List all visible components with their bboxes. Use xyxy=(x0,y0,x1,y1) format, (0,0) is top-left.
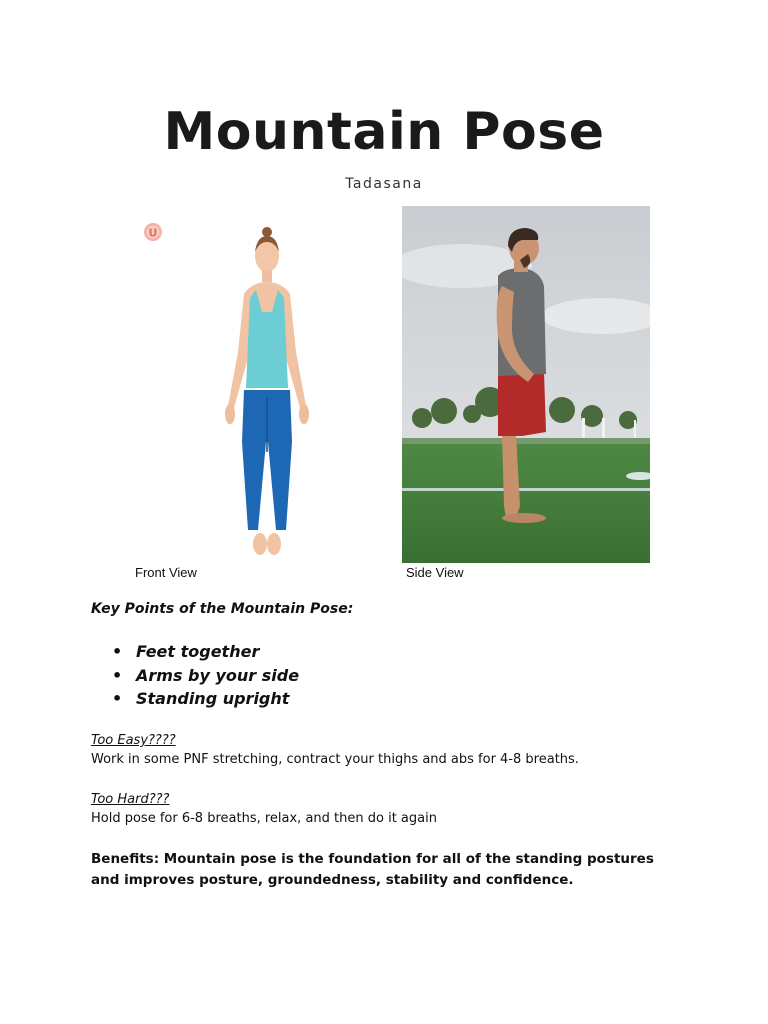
key-point-text: Standing upright xyxy=(136,689,290,708)
side-view-image xyxy=(402,206,650,563)
bullet-icon: • xyxy=(112,665,123,685)
too-easy-text: Work in some PNF stretching, contract your thighs and abs for 4-8 breaths. xyxy=(91,752,579,767)
bullet-icon: • xyxy=(112,689,123,708)
bullet-icon: • xyxy=(112,642,123,661)
side-view-photo xyxy=(402,206,650,563)
list-item xyxy=(112,689,299,713)
watermark-letter: U xyxy=(148,226,158,240)
key-points-list xyxy=(112,642,299,713)
key-point-text: Arms by your side xyxy=(136,665,300,685)
benefits-paragraph: Benefits: Mountain pose is the foundation for all of the standing postures and improves posture, groundedness, stability and confidence. xyxy=(91,851,654,888)
side-view-caption: Side View xyxy=(406,565,464,580)
page-subtitle: Tadasana xyxy=(345,176,423,192)
too-easy-label: Too Easy???? xyxy=(91,733,176,748)
list-item xyxy=(112,642,299,666)
front-view-caption: Front View xyxy=(135,565,197,580)
too-hard-label: Too Hard??? xyxy=(91,792,170,807)
list-item xyxy=(112,666,299,690)
page-title: Mountain Pose xyxy=(163,102,605,162)
watermark-badge-icon xyxy=(144,223,162,241)
too-hard-text: Hold pose for 6-8 breaths, relax, and then do it again xyxy=(91,811,437,826)
front-view-figure xyxy=(140,212,380,562)
key-points-heading: Key Points of the Mountain Pose: xyxy=(91,601,354,617)
front-view-image xyxy=(140,212,380,562)
key-point-text: Feet together xyxy=(136,642,260,661)
